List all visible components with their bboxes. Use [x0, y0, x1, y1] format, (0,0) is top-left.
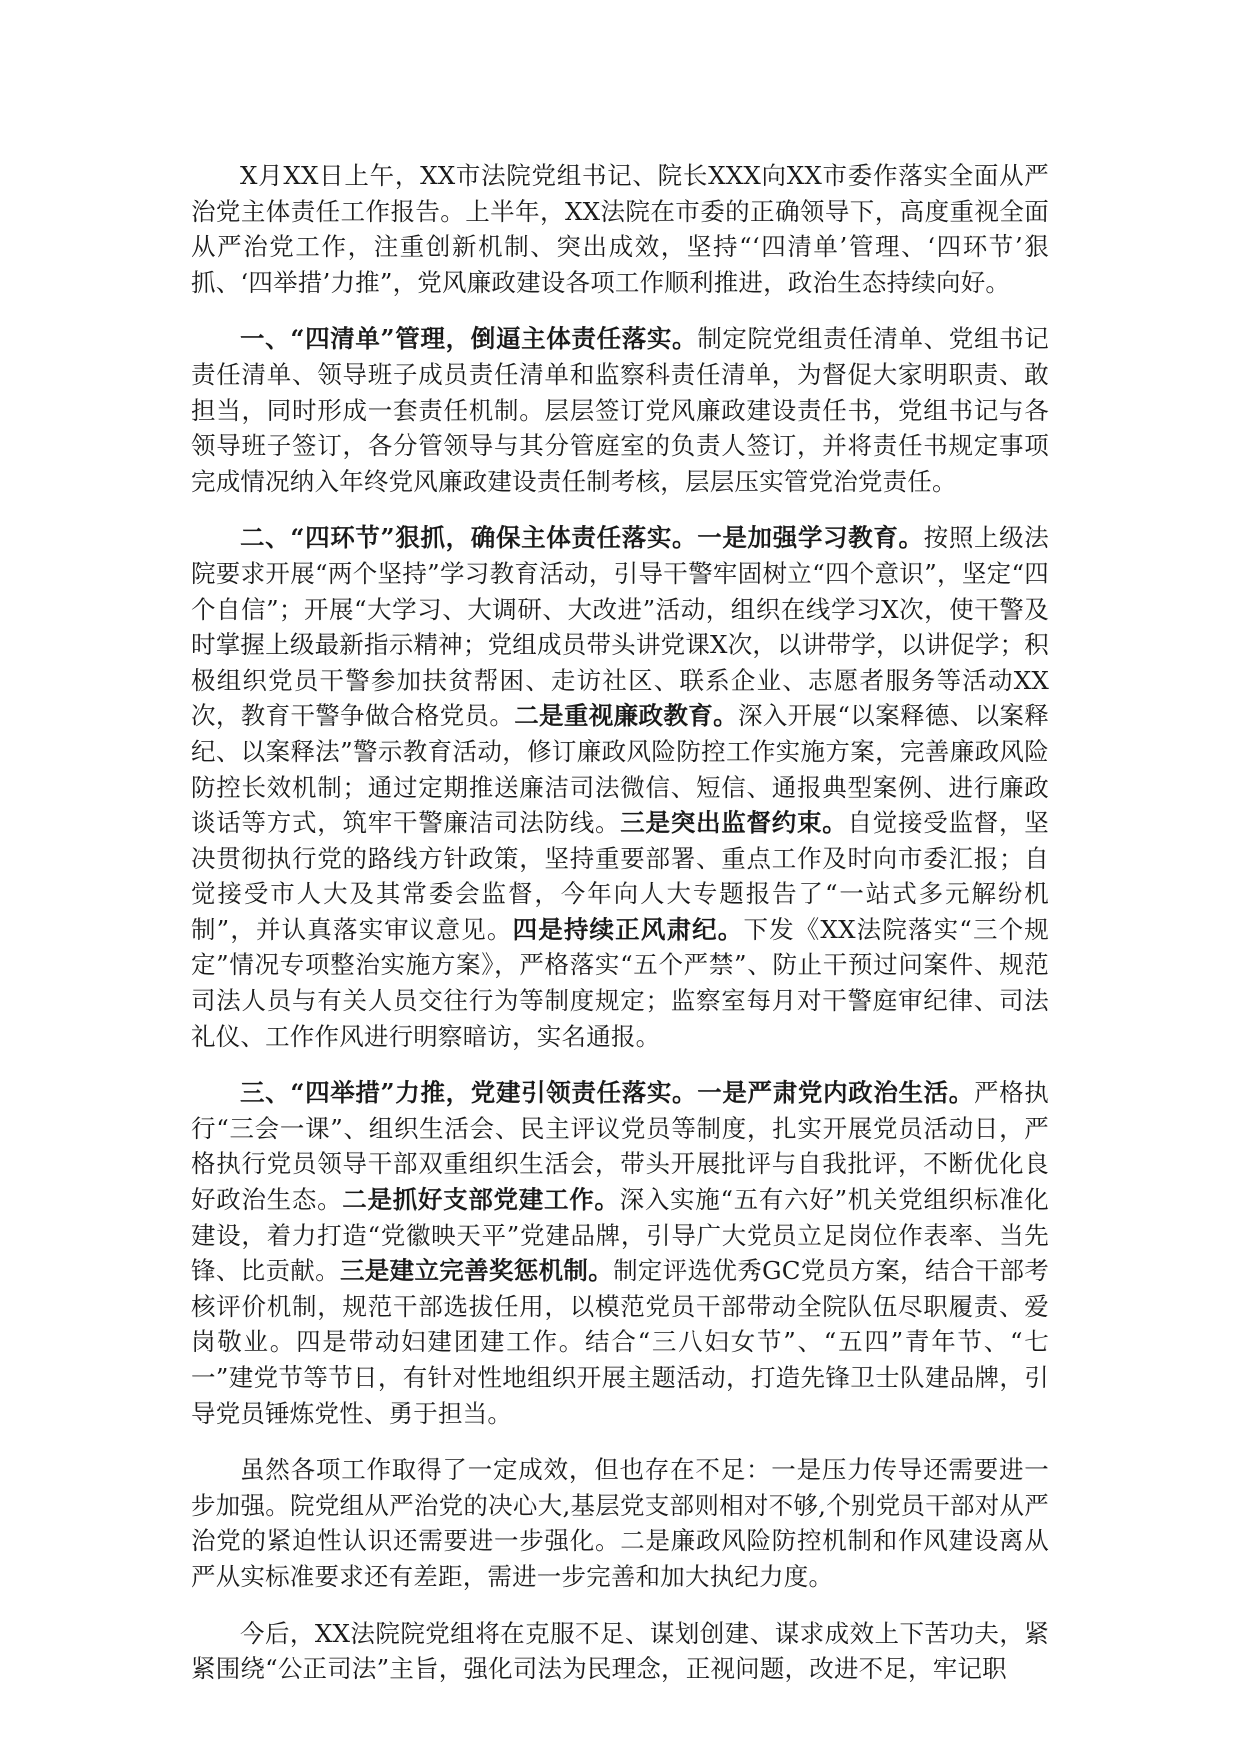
section-three-point-2: 二是抓好支部党建工作。	[342, 1185, 620, 1215]
section-one-heading: 一、“四清单”管理，倒逼主体责任落实。	[240, 324, 698, 354]
section-three-text-3: 制定评选优秀GC党员方案，结合干部考核评价机制，规范干部选拔任用，以模范党员干部带动全院队伍尽职履责、爱岗敬业。四是带动妇建团建工作。结合“三八妇女节”、“五四”青年节、“七一”建党节等节日，有针对性地组织开展主题活动，打造先锋卫士队建品牌，引导党员锤炼党性、勇于担当。	[191, 1256, 1050, 1428]
section-one-text: 制定院党组责任清单、党组书记责任清单、领导班子成员责任清单和监察科责任清单，为督促大家明职责、敢担当，同时形成一套责任机制。层层签订党风廉政建设责任书，党组书记与各领导班子签订，各分管领导与其分管庭室的负责人签订，并将责任书规定事项完成情况纳入年终党风廉政建设责任制考核，层层压实管党治党责任。	[191, 324, 1049, 496]
section-three-point-1: 一是严肃党内政治生活。	[697, 1078, 974, 1108]
section-two-point-2: 二是重视廉政教育。	[514, 701, 738, 731]
section-two-text-3: 自觉接受监督，坚决贯彻执行党的路线方针政策，坚持重要部署、重点工作及时向市委汇报；自觉接受市人大及其常委会监督，今年向人大专题报告了“一站式多元解纷机制”，并认真落实审议意见。	[191, 808, 1049, 944]
section-two-heading: 二、“四环节”狠抓，确保主体责任落实。	[240, 523, 698, 553]
section-three-paragraph	[191, 1075, 1049, 1431]
section-three-heading: 三、“四举措”力推，党建引领责任落实。	[240, 1078, 698, 1108]
section-two-point-1: 一是加强学习教育。	[697, 523, 924, 553]
section-two-point-3: 三是突出监督约束。	[620, 808, 848, 838]
section-two-text-1: 按照上级法院要求开展“两个坚持”学习教育活动，引导干警牢固树立“四个意识”，坚定“四个自信”；开展“大学习、大调研、大改进”活动，组织在线学习X次，使干警及时掌握上级最新指示精神；党组成员带头讲党课X次，以讲带学，以讲促学；积极组织党员干警参加扶贫帮困、走访社区、联系企业、志愿者服务等活动XX次，教育干警争做合格党员。	[191, 523, 1049, 731]
future-text: 今后，XX法院院党组将在克服不足、谋划创建、谋求成效上下苦功夫，紧紧围绕“公正司法”主旨，强化司法为民理念，正视问题，改进不足，牢记职	[191, 1618, 1049, 1684]
intro-paragraph	[191, 158, 1049, 300]
section-three-point-3: 三是建立完善奖惩机制。	[339, 1256, 614, 1286]
section-three-text-2: 深入实施“五有六好”机关党组织标准化建设，着力打造“党徽映天平”党建品牌，引导广大党员立足岗位作表率、当先锋、比贡献。	[191, 1185, 1049, 1286]
section-two-paragraph	[191, 520, 1049, 1054]
section-two-point-4: 四是持续正风肃纪。	[512, 914, 744, 944]
section-two-text-2: 深入开展“以案释德、以案释纪、以案释法”警示教育活动，修订廉政风险防控工作实施方案，完善廉政风险防控长效机制；通过定期推送廉洁司法微信、短信、通报典型案例、进行廉政谈话等方式，筑牢干警廉洁司法防线。	[191, 701, 1049, 838]
intro-text: X月XX日上午，XX市法院党组书记、院长XXX向XX市委作落实全面从严治党主体责任工作报告。上半年，XX法院在市委的正确领导下，高度重视全面从严治党工作，注重创新机制、突出成效，坚持“‘四清单’管理、‘四环节’狠抓、‘四举措’力推”，党风廉政建设各项工作顺利推进，政治生态持续向好。	[191, 161, 1049, 297]
section-two-text-4: 下发《XX法院落实“三个规定”情况专项整治实施方案》，严格落实“五个严禁”、防止干预过问案件、规范司法人员与有关人员交往行为等制度规定；监察室每月对干警庭审纪律、司法礼仪、工作作风进行明察暗访，实名通报。	[191, 914, 1049, 1051]
section-one-paragraph	[191, 321, 1049, 499]
shortcomings-paragraph	[191, 1452, 1049, 1594]
document-page	[191, 158, 1049, 1708]
section-three-text-1: 严格执行“三会一课”、组织生活会、民主评议党员等制度，扎实开展党员活动日，严格执行党员领导干部双重组织生活会，带头开展批评与自我批评，不断优化良好政治生态。	[191, 1078, 1050, 1215]
future-paragraph	[191, 1616, 1049, 1687]
shortcomings-text: 虽然各项工作取得了一定成效，但也存在不足：一是压力传导还需要进一步加强。院党组从严治党的决心大,基层党支部则相对不够,个别党员干部对从严治党的紧迫性认识还需要进一步强化。二是廉政风险防控机制和作风建设离从严从实标准要求还有差距，需进一步完善和加大执纪力度。	[191, 1455, 1049, 1591]
